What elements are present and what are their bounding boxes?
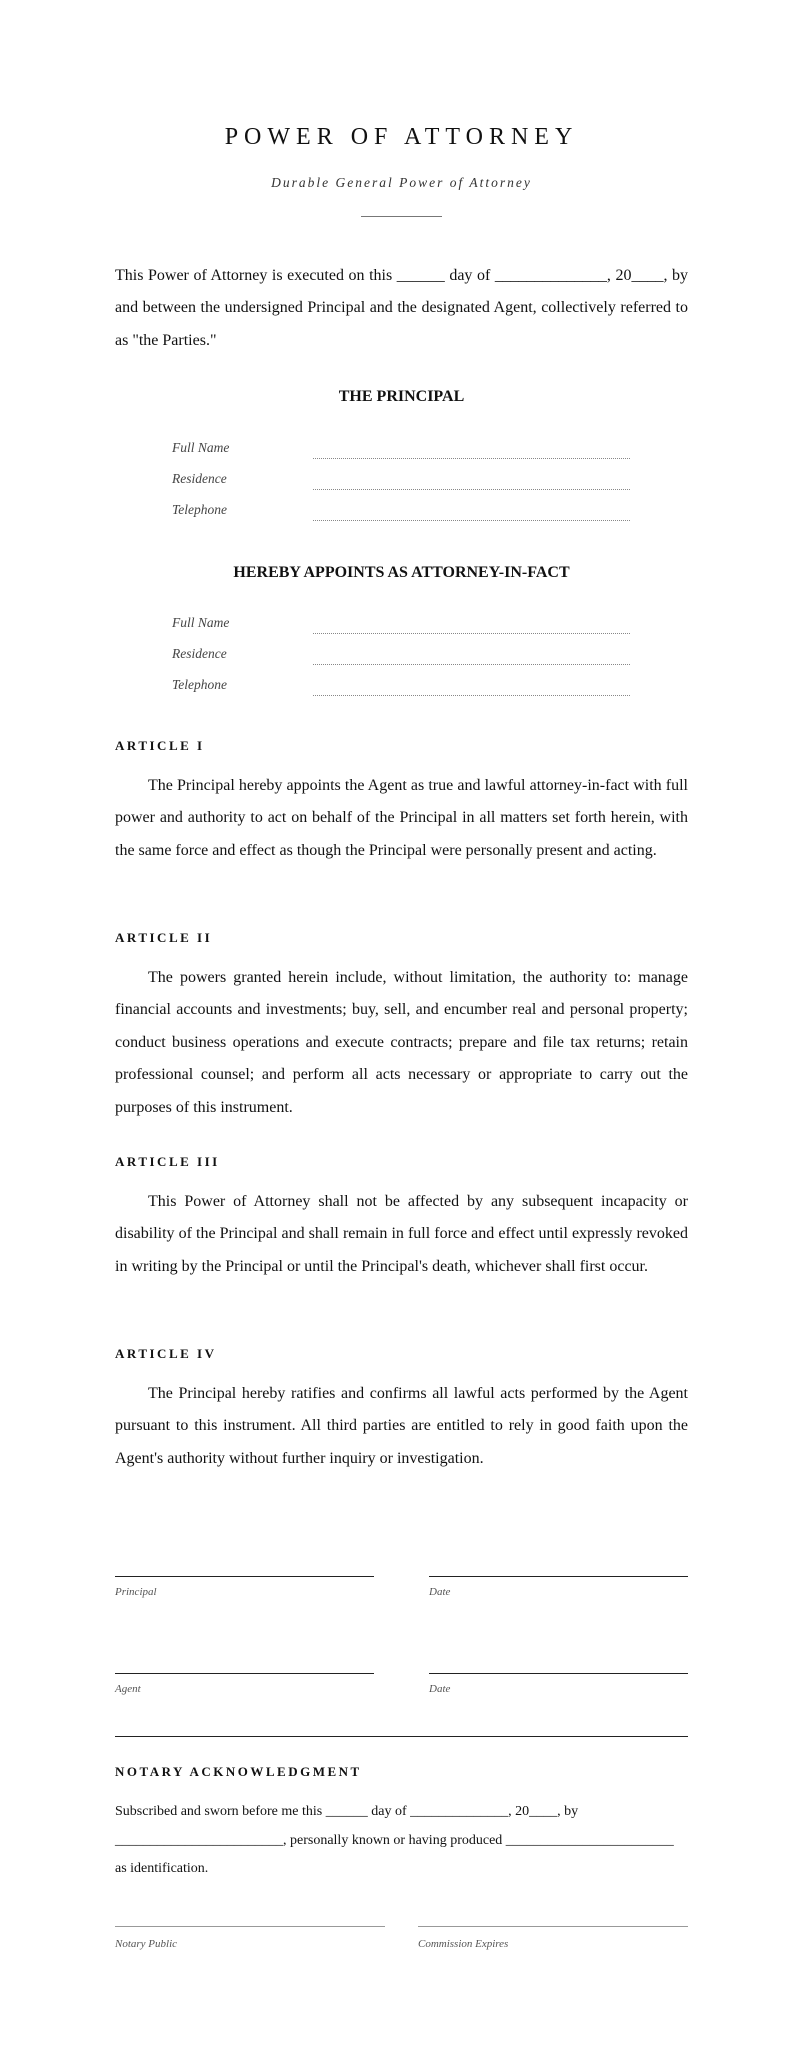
fill-in-line[interactable]: [313, 520, 630, 521]
signature-line[interactable]: [115, 1673, 374, 1674]
agent-heading: HEREBY APPOINTS AS ATTORNEY-IN-FACT: [233, 564, 570, 581]
article-3-heading: ARTICLE III: [115, 1154, 220, 1169]
date-line[interactable]: [429, 1576, 688, 1577]
date-label: Date: [429, 1586, 451, 1598]
signature-label: Agent: [115, 1683, 141, 1695]
article-4-heading: ARTICLE IV: [115, 1346, 217, 1361]
commission-expires-block[interactable]: [418, 1926, 688, 1950]
article-4-body: The Principal hereby ratifies and confirms all lawful acts performed by the Agent pursuant to this instrument. All third parties are entitled to rely in good faith upon the Agent's authority without further inquiry or investigation.: [115, 1385, 688, 1467]
fill-in-line[interactable]: [313, 664, 630, 665]
signature-label: Principal: [115, 1586, 157, 1598]
signature-line[interactable]: [115, 1576, 374, 1577]
article-1-body: The Principal hereby appoints the Agent as true and lawful attorney-in-fact with full power and authority to act on behalf of the Principal in all matters set forth herein, with the same force and effect as though the Principal were personally present and acting.: [115, 777, 688, 859]
agent-date-block[interactable]: [429, 1673, 688, 1695]
agent-full-name-field[interactable]: [172, 615, 632, 635]
title-divider: [361, 216, 442, 217]
article-1-heading: ARTICLE I: [115, 738, 205, 753]
notary-line-2: ________________________, personally known or having produced ________________________: [115, 1832, 674, 1848]
notary-paragraph: [115, 1798, 688, 1884]
notary-divider: [115, 1736, 688, 1737]
article-3-body: This Power of Attorney shall not be affected by any subsequent incapacity or disability of the Principal and shall remain in full force and effect until expressly revoked in writing by the Principal or until the Principal's death, whichever shall first occur.: [115, 1193, 688, 1275]
notary-public-signature-block[interactable]: [115, 1926, 385, 1950]
field-label: Full Name: [172, 440, 230, 455]
date-label: Date: [429, 1683, 451, 1695]
fill-in-line[interactable]: [313, 633, 630, 634]
article-2-heading: ARTICLE II: [115, 930, 213, 945]
notary-heading: NOTARY ACKNOWLEDGMENT: [115, 1764, 362, 1779]
principal-full-name-field[interactable]: [172, 440, 632, 460]
article-2-body: The powers granted herein include, without limitation, the authority to: manage financial accounts and investments; buy, sell, and encumber real and personal property; conduct business operations and execute contracts; prepare and file tax returns; retain professional counsel; and perform all acts necessary or appropriate to carry out the purposes of this instrument.: [115, 969, 688, 1116]
document-title: POWER OF ATTORNEY: [224, 124, 579, 150]
field-label: Residence: [172, 646, 227, 661]
fill-in-line[interactable]: [313, 695, 630, 696]
principal-residence-field[interactable]: [172, 471, 632, 491]
principal-heading: THE PRINCIPAL: [338, 388, 465, 405]
agent-residence-field[interactable]: [172, 646, 632, 666]
fill-in-line[interactable]: [313, 489, 630, 490]
commission-expires-label: Commission Expires: [418, 1938, 509, 1950]
field-label: Telephone: [172, 677, 227, 692]
notary-line-1: Subscribed and sworn before me this ______ day of ______________, 20____, by: [115, 1804, 579, 1819]
agent-telephone-field[interactable]: [172, 677, 632, 697]
principal-date-block[interactable]: [429, 1576, 688, 1598]
field-label: Full Name: [172, 615, 230, 630]
commission-line[interactable]: [418, 1926, 688, 1927]
principal-signature-block[interactable]: [115, 1576, 374, 1598]
notary-line-3: as identification.: [115, 1861, 209, 1876]
date-line[interactable]: [429, 1673, 688, 1674]
principal-telephone-field[interactable]: [172, 502, 632, 522]
notary-public-label: Notary Public: [115, 1938, 178, 1950]
fill-in-line[interactable]: [313, 458, 630, 459]
document-subtitle: Durable General Power of Attorney: [271, 175, 532, 190]
intro-paragraph: This Power of Attorney is executed on this ______ day of ______________, 20____, by and between the undersigned Principal and the designated Agent, collectively referred to as "the Parties.": [115, 267, 688, 349]
field-label: Telephone: [172, 502, 227, 517]
agent-signature-block[interactable]: [115, 1673, 374, 1695]
signature-line[interactable]: [115, 1926, 385, 1927]
field-label: Residence: [172, 471, 227, 486]
